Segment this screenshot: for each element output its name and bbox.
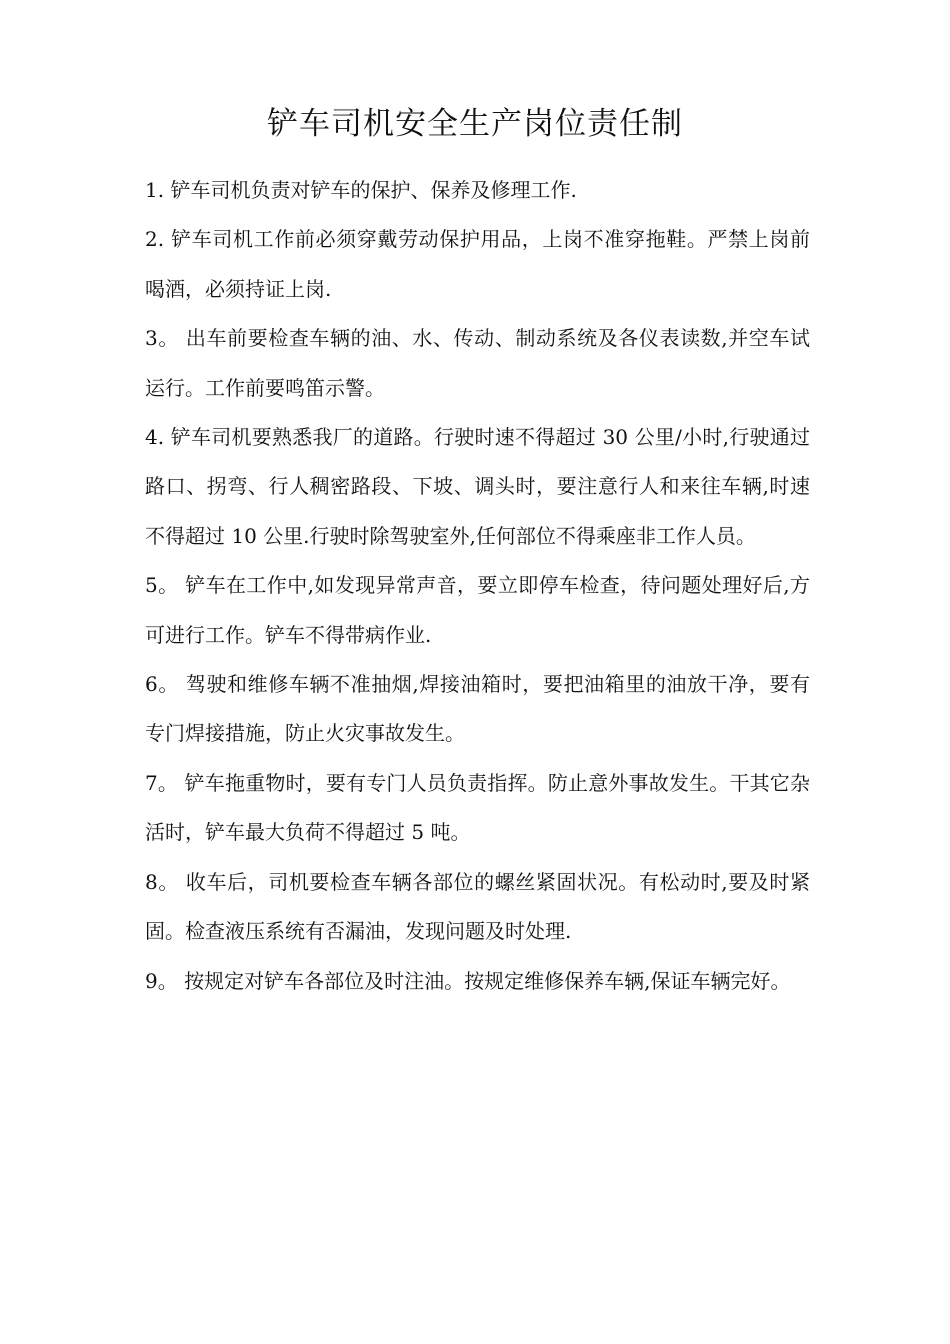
document-body xyxy=(145,166,810,1006)
document-title: 铲车司机安全生产岗位责任制 xyxy=(267,106,683,142)
paragraph-item-3: 3。 出车前要检查车辆的油、水、传动、制动系统及各仪表读数,并空车试运行。工作前要鸣笛示警。 xyxy=(145,326,810,400)
paragraph-item-1: 1. 铲车司机负责对铲车的保护、保养及修理工作. xyxy=(145,178,577,202)
paragraph-item-5: 5。 铲车在工作中,如发现异常声音，要立即停车检查，待问题处理好后,方可进行工作。铲车不得带病作业. xyxy=(145,573,810,647)
paragraph-item-4: 4. 铲车司机要熟悉我厂的道路。行驶时速不得超过 30 公里/小时,行驶通过路口、拐弯、行人稠密路段、下坡、调头时，要注意行人和来往车辆,时速不得超过 10 公里.行驶时除驾驶室外,任何部位不得乘座非工作人员。 xyxy=(145,425,810,548)
paragraph-item-7: 7。 铲车拖重物时，要有专门人员负责指挥。防止意外事故发生。干其它杂活时，铲车最大负荷不得超过 5 吨。 xyxy=(145,770,810,845)
paragraph-item-8: 8。 收车后，司机要检查车辆各部位的螺丝紧固状况。有松动时,要及时紧固。检查液压系统有否漏油，发现问题及时处理. xyxy=(145,869,810,944)
paragraph-item-9: 9。 按规定对铲车各部位及时注油。按规定维修保养车辆,保证车辆完好。 xyxy=(145,968,791,993)
paragraph-item-2: 2. 铲车司机工作前必须穿戴劳动保护用品，上岗不准穿拖鞋。严禁上岗前喝酒，必须持证上岗. xyxy=(145,227,810,301)
paragraph-item-6: 6。 驾驶和维修车辆不准抽烟,焊接油箱时，要把油箱里的油放干净，要有专门焊接措施，防止火灾事故发生。 xyxy=(145,672,810,746)
